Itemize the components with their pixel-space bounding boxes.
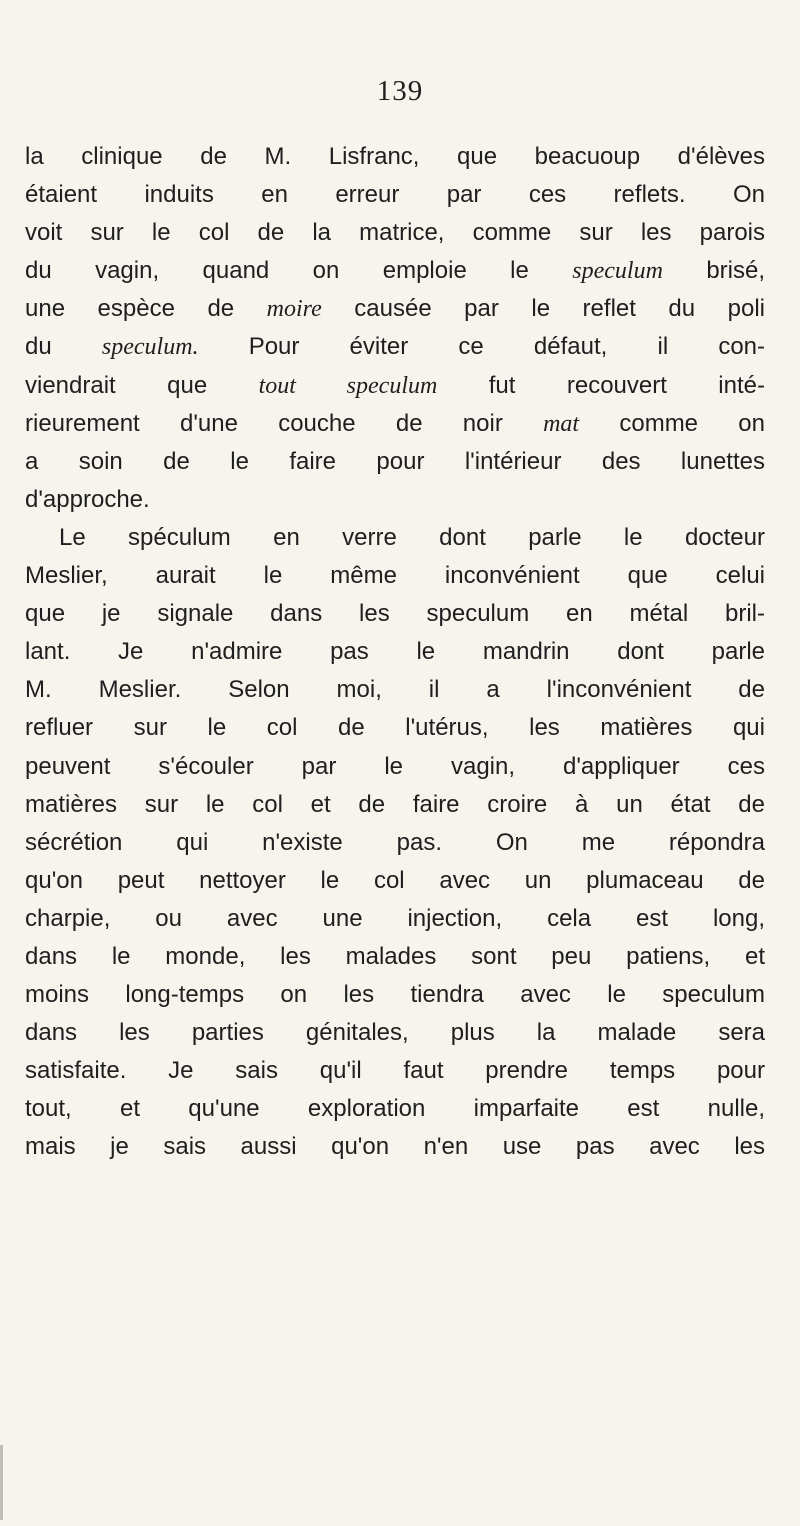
text-line	[25, 786, 765, 824]
text-segment: matières sur le col et de faire croire à un état de	[25, 790, 765, 818]
text-line	[25, 557, 765, 595]
text-segment: que je signale dans les speculum en métal bril-	[25, 600, 765, 628]
text-line	[25, 1128, 765, 1166]
text-line	[25, 367, 765, 405]
text-line	[25, 252, 765, 290]
text-line	[25, 671, 765, 709]
italic-text: moire	[266, 296, 322, 323]
text-line	[25, 481, 765, 519]
text-segment: étaient induits en erreur par ces reflets. On	[25, 181, 765, 209]
text-line	[25, 328, 765, 366]
text-segment: mais je sais aussi qu'on n'en use pas avec les	[25, 1133, 765, 1161]
text-segment: a soin de le faire pour l'intérieur des lunettes	[25, 447, 765, 475]
text-segment: refluer sur le col de l'utérus, les matières qui	[25, 714, 765, 742]
text-line	[25, 1014, 765, 1052]
text-segment: causée par le reflet du poli	[321, 295, 765, 323]
text-line	[25, 976, 765, 1014]
text-segment: Pour éviter ce défaut, il con-	[198, 333, 766, 361]
text-segment: une espèce de	[25, 295, 267, 323]
text-line	[25, 290, 765, 328]
text-line	[25, 214, 765, 252]
text-segment: fut recouvert inté-	[437, 371, 765, 399]
text-segment: rieurement d'une couche de noir	[25, 409, 544, 437]
text-segment: du vagin, quand on emploie le	[25, 257, 573, 285]
text-line	[25, 748, 765, 786]
text-segment: du	[25, 333, 102, 361]
text-line	[25, 1052, 765, 1090]
text-segment: lant. Je n'admire pas le mandrin dont parle	[25, 638, 765, 666]
text-segment: comme on	[579, 409, 765, 437]
text-line	[25, 709, 765, 747]
text-segment: dans les parties génitales, plus la malade sera	[25, 1019, 765, 1047]
text-line	[25, 824, 765, 862]
text-line	[25, 900, 765, 938]
text-segment: charpie, ou avec une injection, cela est long,	[25, 904, 765, 932]
text-segment: sécrétion qui n'existe pas. On me répondra	[25, 828, 765, 856]
text-line	[25, 633, 765, 671]
text-line	[25, 405, 765, 443]
text-segment: Le spéculum en verre dont parle le docteur	[59, 523, 765, 551]
page-number: 139	[376, 75, 424, 107]
page-edge-mark	[0, 1445, 3, 1520]
body-text	[25, 138, 765, 1167]
text-segment: qu'on peut nettoyer le col avec un plumaceau de	[25, 866, 765, 894]
text-line	[25, 519, 765, 557]
italic-text: speculum.	[101, 334, 199, 361]
italic-text: speculum	[572, 258, 663, 285]
text-segment: viendrait que	[25, 371, 259, 399]
text-segment: d'approche.	[25, 485, 150, 513]
italic-text: tout speculum	[258, 372, 438, 399]
text-segment: tout, et qu'une exploration imparfaite est nulle,	[25, 1095, 765, 1123]
text-segment: peuvent s'écouler par le vagin, d'appliquer ces	[25, 752, 765, 780]
text-segment: voit sur le col de la matrice, comme sur les parois	[25, 219, 765, 247]
text-segment: brisé,	[662, 257, 766, 285]
text-segment: Meslier, aurait le même inconvénient que celui	[25, 562, 765, 590]
text-segment: satisfaite. Je sais qu'il faut prendre temps pour	[25, 1057, 765, 1085]
text-line	[25, 176, 765, 214]
text-segment: M. Meslier. Selon moi, il a l'inconvénient de	[25, 676, 765, 704]
text-line	[25, 938, 765, 976]
text-segment: dans le monde, les malades sont peu patiens, et	[25, 942, 765, 970]
italic-text: mat	[543, 410, 580, 437]
text-segment: la clinique de M. Lisfranc, que beacuoup d'élèves	[25, 143, 765, 170]
text-line	[25, 1090, 765, 1128]
text-line	[25, 443, 765, 481]
text-line	[25, 138, 765, 176]
text-line	[25, 862, 765, 900]
text-line	[25, 595, 765, 633]
text-segment: moins long-temps on les tiendra avec le speculum	[25, 981, 765, 1009]
